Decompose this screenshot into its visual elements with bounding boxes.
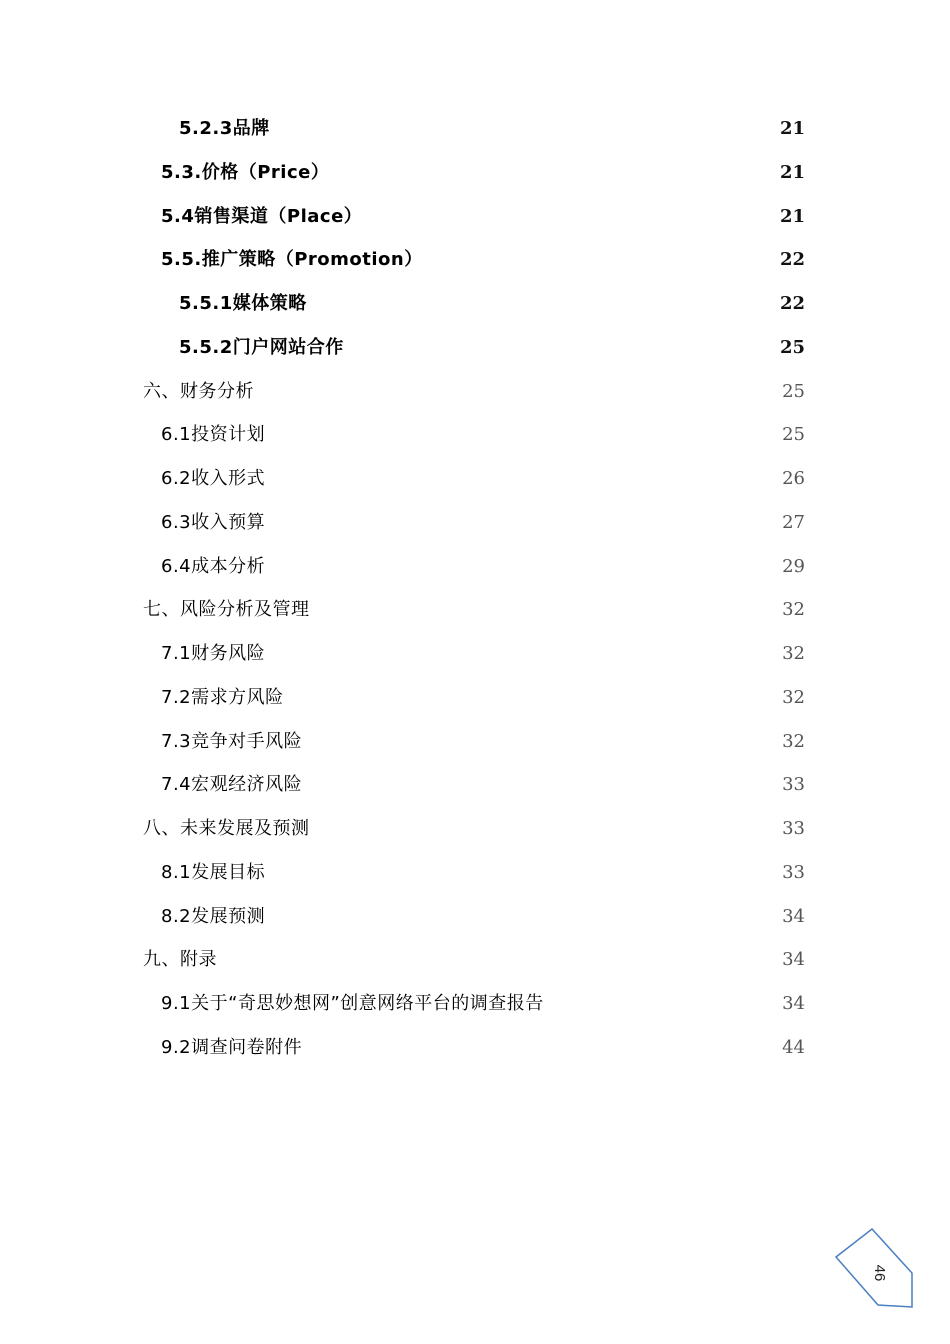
toc-entry[interactable] xyxy=(0,195,950,239)
toc-entry-title: 八、未来发展及预测 xyxy=(143,818,310,839)
toc-entry-page: 29 xyxy=(782,555,805,577)
toc-entry-page: 33 xyxy=(782,861,805,883)
toc-entry-page: 26 xyxy=(782,468,805,489)
toc-entry-title: 七、风险分析及管理 xyxy=(143,599,310,621)
toc-entry[interactable] xyxy=(0,413,950,457)
toc-entry-title: 六、财务分析 xyxy=(143,380,254,402)
toc-entry-page: 44 xyxy=(782,1036,805,1058)
toc-entry-page: 25 xyxy=(779,336,805,358)
toc-entry-title: 九、附录 xyxy=(143,949,217,971)
page-number: 46 xyxy=(871,1264,888,1282)
toc-entry[interactable] xyxy=(0,895,950,939)
toc-entry[interactable] xyxy=(0,282,950,326)
toc-entry-page: 33 xyxy=(782,818,805,839)
toc-entry-title: 7.2需求方风险 xyxy=(161,686,284,708)
toc-entry-page: 22 xyxy=(779,293,805,314)
toc-entry-title: 5.2.3品牌 xyxy=(179,118,270,139)
toc-entry-page: 34 xyxy=(782,905,805,927)
toc-entry-title: 7.3竞争对手风险 xyxy=(161,730,303,752)
toc-entry-page: 34 xyxy=(782,993,805,1014)
toc-entry[interactable] xyxy=(0,763,950,807)
toc-entry-title: 8.1发展目标 xyxy=(161,861,266,883)
toc-entry[interactable] xyxy=(0,982,950,1026)
toc-entry[interactable] xyxy=(0,457,950,501)
toc-entry[interactable] xyxy=(0,632,950,676)
toc-entry[interactable] xyxy=(0,151,950,195)
toc-entry[interactable] xyxy=(0,938,950,982)
table-of-contents xyxy=(0,107,950,1070)
toc-entry-page: 27 xyxy=(782,511,805,533)
toc-entry-page: 22 xyxy=(779,249,805,271)
toc-entry[interactable] xyxy=(0,720,950,764)
toc-entry[interactable] xyxy=(0,238,950,282)
toc-entry-page: 32 xyxy=(782,730,805,752)
toc-entry-title: 9.2调查问卷附件 xyxy=(161,1036,303,1058)
toc-entry-title: 6.3收入预算 xyxy=(161,511,266,533)
toc-entry[interactable] xyxy=(0,545,950,589)
toc-entry-title: 5.5.推广策略（Promotion） xyxy=(161,249,423,271)
toc-entry-title: 5.3.价格（Price） xyxy=(161,161,330,183)
toc-entry-page: 32 xyxy=(782,643,805,664)
toc-entry-title: 6.4成本分析 xyxy=(161,555,266,577)
toc-entry-page: 21 xyxy=(779,205,805,227)
toc-entry-title: 5.5.1媒体策略 xyxy=(179,293,307,314)
toc-entry-page: 25 xyxy=(782,424,805,446)
toc-entry[interactable] xyxy=(0,851,950,895)
toc-entry-title: 5.4销售渠道（Place） xyxy=(161,205,363,227)
toc-entry-title: 6.1投资计划 xyxy=(161,424,266,446)
toc-entry[interactable] xyxy=(0,807,950,851)
toc-entry-page: 33 xyxy=(782,774,805,796)
toc-entry-title: 5.5.2门户网站合作 xyxy=(179,336,344,358)
toc-entry-page: 25 xyxy=(782,380,805,402)
toc-entry[interactable] xyxy=(0,501,950,545)
toc-entry[interactable] xyxy=(0,588,950,632)
toc-entry[interactable] xyxy=(0,107,950,151)
toc-entry-title: 8.2发展预测 xyxy=(161,905,266,927)
toc-entry-page: 21 xyxy=(779,161,805,183)
toc-entry-title: 9.1关于“奇思妙想网”创意网络平台的调查报告 xyxy=(161,993,544,1014)
toc-entry-page: 32 xyxy=(782,686,805,708)
toc-entry-title: 7.4宏观经济风险 xyxy=(161,774,303,796)
toc-entry-page: 34 xyxy=(782,949,805,971)
toc-entry-title: 6.2收入形式 xyxy=(161,468,266,489)
toc-entry[interactable] xyxy=(0,1026,950,1070)
toc-entry[interactable] xyxy=(0,326,950,370)
toc-entry-title: 7.1财务风险 xyxy=(161,643,266,664)
toc-entry-page: 21 xyxy=(779,118,805,139)
toc-entry-page: 32 xyxy=(782,599,805,621)
toc-entry[interactable] xyxy=(0,676,950,720)
toc-entry[interactable] xyxy=(0,370,950,414)
